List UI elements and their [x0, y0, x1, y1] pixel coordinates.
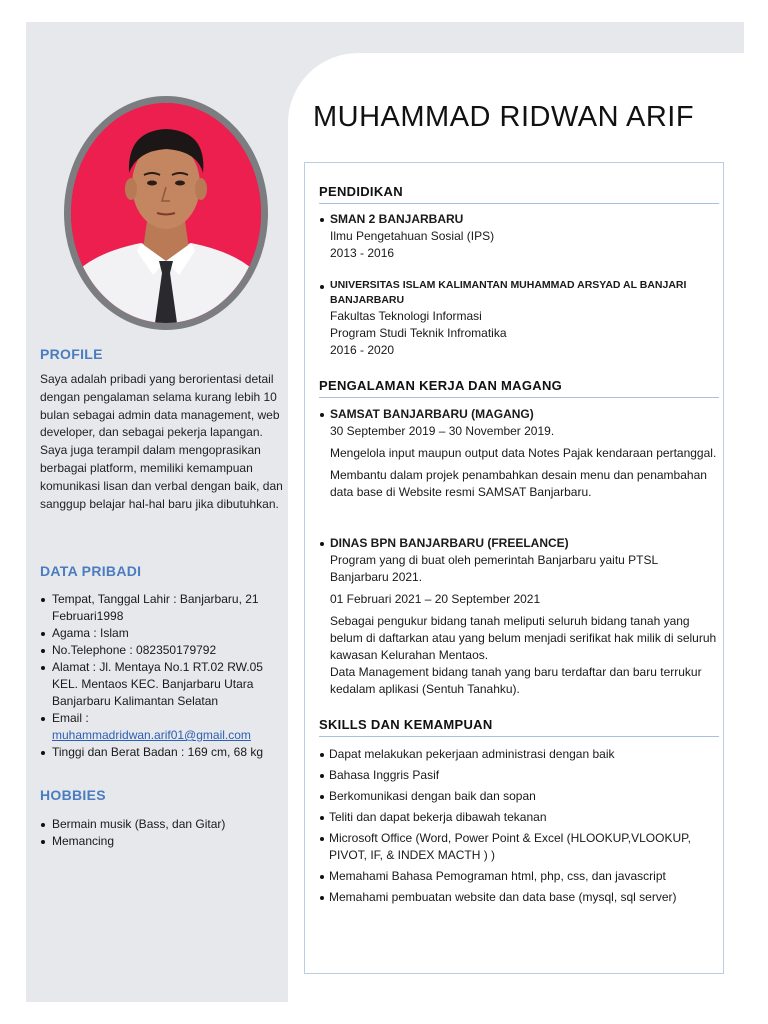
experience-title: SAMSAT BANJARBARU (MAGANG) [319, 406, 719, 423]
experience-title: DINAS BPN BANJARBARU (FREELANCE) [319, 535, 719, 552]
education-line: Fakultas Teknologi Informasi [330, 309, 482, 323]
email-label: Email : [52, 711, 89, 725]
experience-desc: Data Management bidang tanah yang baru terdaftar dan baru terrukur kedalam aplikasi (Sentuh Tanahku). [330, 665, 702, 696]
experience-entry-bpn [319, 535, 719, 698]
education-title: SMAN 2 BANJARBARU [319, 211, 719, 228]
experience-desc: Mengelola input maupun output data Notes Pajak kendaraan pertanggal. [330, 446, 717, 460]
education-entry-sman [319, 211, 719, 262]
experience-intro: Program yang di buat oleh pemerintah Banjarbaru yaitu PTSL Banjarbaru 2021. [330, 553, 658, 584]
list-item-height-weight: Tinggi dan Berat Badan : 169 cm, 68 kg [40, 744, 284, 761]
pendidikan-heading: PENDIDIKAN [319, 184, 719, 204]
skill-item: Teliti dan dapat bekerja dibawah tekanan [319, 809, 719, 826]
person-name: MUHAMMAD RIDWAN ARIF [313, 101, 695, 133]
profile-text: Saya adalah pribadi yang berorientasi detail dengan pengalaman selama kurang lebih 10 bulan sebagai admin data management, web developer, dan sebagai pekerja lapangan. Saya juga terampil dalam mengoprasikan berbagai platform, memiliki kemampuan komunikasi lisan dan verbal dengan baik, dan sanggup belajar hal-hal baru jika dibutuhkan. [40, 372, 283, 511]
hobbies-list [40, 816, 284, 850]
email-link[interactable]: muhammadridwan.arif01@gmail.com [52, 728, 251, 742]
experience-date: 01 Februari 2021 – 20 September 2021 [330, 592, 541, 606]
pengalaman-section [319, 378, 719, 398]
hobbies-heading: HOBBIES [40, 787, 106, 803]
hobby-item: Bermain musik (Bass, dan Gitar) [40, 816, 284, 833]
skill-item: Berkomunikasi dengan baik dan sopan [319, 788, 719, 805]
profile-section [40, 346, 284, 513]
skill-item: Dapat melakukan pekerjaan administrasi dengan baik [319, 746, 719, 763]
experience-desc: Membantu dalam projek penambahkan desain menu dan penambahan data base di Website resmi SAMSAT Banjarbaru. [330, 468, 707, 499]
hobbies-section [40, 787, 284, 850]
skill-item: Bahasa Inggris Pasif [319, 767, 719, 784]
profile-heading: PROFILE [40, 346, 103, 362]
experience-desc: Sebagai pengukur bidang tanah meliputi seluruh bidang tanah yang belum di daftarkan atau yang belum menjadi serifikat hak milik di seluruh kawasan Kelurahan Mentaos. [330, 614, 717, 662]
education-title: UNIVERSITAS ISLAM KALIMANTAN MUHAMMAD ARSYAD AL BANJARI BANJARBARU [319, 278, 719, 308]
skill-item: Memahami pembuatan website dan data base (mysql, sql server) [319, 889, 719, 906]
education-line: 2013 - 2016 [330, 246, 395, 260]
experience-date: 30 September 2019 – 30 November 2019. [330, 424, 555, 438]
hobby-item: Memancing [40, 833, 284, 850]
list-item-phone: No.Telephone : 082350179792 [40, 642, 284, 659]
pengalaman-heading: PENGALAMAN KERJA DAN MAGANG [319, 378, 719, 398]
skill-item: Microsoft Office (Word, Power Point & Excel (HLOOKUP,VLOOKUP, PIVOT, IF, & INDEX MACTH ) ) [319, 830, 719, 864]
education-line: 2016 - 2020 [330, 343, 395, 357]
skill-item: Memahami Bahasa Pemograman html, php, css, dan javascript [319, 868, 719, 885]
data-pribadi-list [40, 591, 284, 761]
education-line: Ilmu Pengetahuan Sosial (IPS) [330, 229, 495, 243]
data-pribadi-heading: DATA PRIBADI [40, 563, 142, 579]
pendidikan-section [319, 184, 719, 204]
list-item-address: Alamat : Jl. Mentaya No.1 RT.02 RW.05 KEL. Mentaos KEC. Banjarbaru Utara Banjarbaru Kalimantan Selatan [40, 659, 284, 710]
skills-section [319, 717, 719, 737]
skills-list [319, 746, 719, 910]
profile-photo [71, 103, 261, 323]
list-item-religion: Agama : Islam [40, 625, 284, 642]
skills-heading: SKILLS DAN KEMAMPUAN [319, 717, 719, 737]
education-line: Program Studi Teknik Infromatika [330, 326, 507, 340]
data-pribadi-section [40, 563, 284, 761]
list-item-birth: Tempat, Tanggal Lahir : Banjarbaru, 21 Februari1998 [40, 591, 284, 625]
list-item-email [40, 710, 284, 744]
experience-entry-samsat [319, 406, 719, 501]
education-entry-university [319, 278, 719, 359]
